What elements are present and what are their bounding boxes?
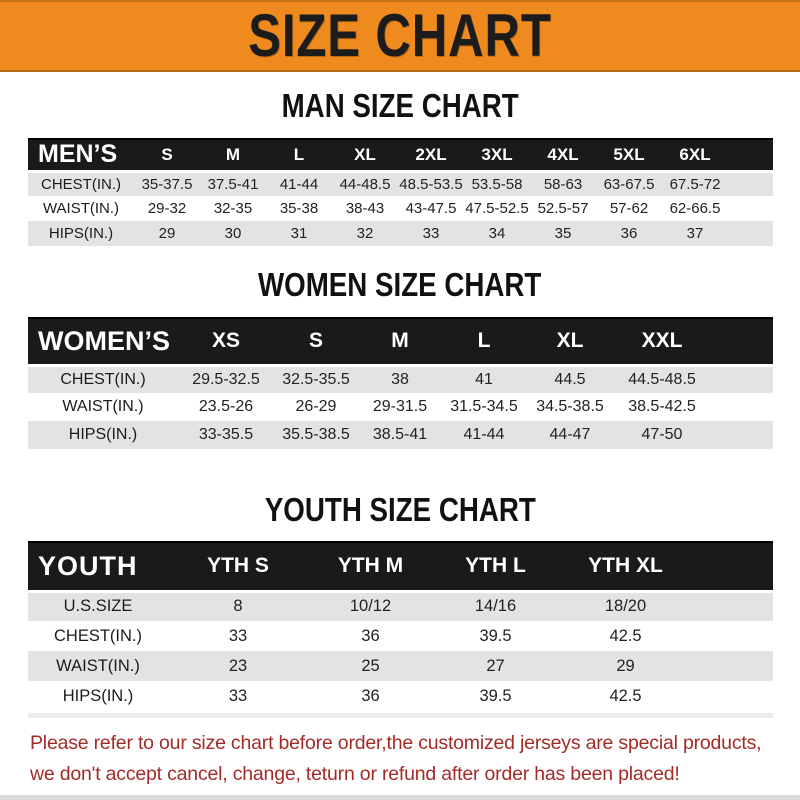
bottom-strip — [0, 795, 800, 800]
page-title: SIZE CHART — [248, 2, 552, 69]
size-header-cell: XL — [526, 318, 614, 365]
value-cell: 42.5 — [609, 626, 642, 645]
filler-cell — [710, 365, 773, 393]
table-row — [28, 171, 773, 196]
measure-label-cell: HIPS(IN.) — [62, 686, 134, 705]
value-cell: 29-31.5 — [372, 398, 428, 415]
value-cell: 41-44 — [266, 171, 332, 196]
value-cell: 31 — [266, 221, 332, 246]
size-header-cell: 4XL — [530, 139, 596, 171]
table-row — [28, 591, 773, 621]
value-cell: 32.5-35.5 — [274, 365, 358, 393]
value-cell: 35 — [530, 221, 596, 246]
youth-section-heading — [0, 493, 800, 527]
value-cell: 43-47.5 — [405, 200, 457, 217]
filler-cell — [710, 318, 773, 365]
value-cell: 36 — [361, 686, 380, 705]
value-cell: 39.5 — [479, 686, 512, 705]
value-cell: 33-35.5 — [178, 421, 274, 449]
size-header-cell: YTH S — [168, 542, 308, 591]
size-header-cell: S — [134, 139, 200, 171]
size-header-cell: M — [200, 139, 266, 171]
value-cell: 32 — [332, 221, 398, 246]
measure-label-cell: U.S.SIZE — [28, 591, 168, 621]
value-cell: 38.5-41 — [358, 421, 442, 449]
measure-label-cell: HIPS(IN.) — [28, 221, 134, 246]
table-title-cell: WOMEN’S — [28, 318, 178, 365]
value-cell: 35-37.5 — [134, 171, 200, 196]
table-row — [28, 365, 773, 393]
value-cell: 29 — [558, 651, 693, 681]
filler-cell — [728, 196, 773, 221]
table-title-cell: MEN’S — [28, 139, 134, 171]
size-header-cell: XS — [178, 318, 274, 365]
value-cell: 26-29 — [295, 398, 337, 415]
value-cell: 62-66.5 — [669, 200, 721, 217]
table-row — [28, 393, 773, 421]
filler-cell — [728, 221, 773, 246]
size-header-cell: XL — [332, 139, 398, 171]
size-header-cell: 3XL — [464, 139, 530, 171]
size-header-cell: YTH L — [433, 542, 558, 591]
value-cell: 37.5-41 — [200, 171, 266, 196]
value-cell: 67.5-72 — [662, 171, 728, 196]
size-header-cell: S — [274, 318, 358, 365]
header-row — [28, 318, 773, 365]
table-title-cell: YOUTH — [28, 542, 168, 591]
value-cell: 34.5-38.5 — [536, 398, 604, 415]
value-cell: 14/16 — [433, 591, 558, 621]
measure-label-cell: WAIST(IN.) — [28, 651, 168, 681]
value-cell: 29 — [134, 221, 200, 246]
value-cell: 35.5-38.5 — [274, 421, 358, 449]
footer-note-line1: Please refer to our size chart before order,the customized jerseys are special products, — [30, 732, 762, 754]
value-cell: 36 — [596, 221, 662, 246]
table-row — [28, 681, 773, 711]
filler-cell — [693, 651, 773, 681]
value-cell: 52.5-57 — [537, 200, 589, 217]
filler-cell — [728, 171, 773, 196]
size-header-cell: M — [358, 318, 442, 365]
filler-cell — [693, 542, 773, 591]
measure-label-cell: WAIST(IN.) — [62, 398, 144, 415]
value-cell: 63-67.5 — [596, 171, 662, 196]
filler-cell — [728, 139, 773, 171]
value-cell: 34 — [464, 221, 530, 246]
measure-label-cell: WAIST(IN.) — [42, 200, 120, 217]
value-cell: 35-38 — [279, 200, 319, 217]
measure-label-cell: HIPS(IN.) — [28, 421, 178, 449]
value-cell: 23 — [168, 651, 308, 681]
value-cell: 8 — [168, 591, 308, 621]
table-row — [28, 621, 773, 651]
size-header-cell: YTH M — [308, 542, 433, 591]
value-cell: 32-35 — [213, 200, 253, 217]
value-cell: 42.5 — [609, 686, 642, 705]
filler-cell — [693, 591, 773, 621]
filler-cell — [710, 393, 773, 421]
youth-section-heading-text: YOUTH SIZE CHART — [264, 491, 536, 528]
value-cell: 33 — [228, 686, 248, 705]
header-row — [28, 139, 773, 171]
value-cell: 23.5-26 — [198, 398, 254, 415]
men-section-heading-text: MAN SIZE CHART — [281, 87, 519, 124]
value-cell: 33 — [228, 626, 248, 645]
value-cell: 31.5-34.5 — [450, 398, 518, 415]
youth-table-bottom-edge — [28, 713, 773, 718]
table-row — [28, 196, 773, 221]
size-header-cell: 5XL — [596, 139, 662, 171]
youth-size-table — [28, 541, 773, 711]
value-cell: 47.5-52.5 — [465, 200, 529, 217]
value-cell: 41-44 — [442, 421, 526, 449]
banner — [0, 0, 800, 72]
header-row — [28, 542, 773, 591]
measure-label-cell: CHEST(IN.) — [54, 626, 142, 645]
value-cell: 18/20 — [558, 591, 693, 621]
value-cell: 38-43 — [345, 200, 385, 217]
table-row — [28, 421, 773, 449]
size-header-cell: L — [442, 318, 526, 365]
value-cell: 44.5 — [526, 365, 614, 393]
value-cell: 27 — [433, 651, 558, 681]
value-cell: 44.5-48.5 — [614, 365, 710, 393]
filler-cell — [710, 421, 773, 449]
value-cell: 37 — [662, 221, 728, 246]
value-cell: 44-48.5 — [332, 171, 398, 196]
size-header-cell: 6XL — [662, 139, 728, 171]
women-section-heading — [0, 268, 800, 302]
men-section-heading — [0, 89, 800, 123]
value-cell: 44-47 — [526, 421, 614, 449]
filler-cell — [693, 681, 773, 711]
size-header-cell: 2XL — [398, 139, 464, 171]
value-cell: 53.5-58 — [464, 171, 530, 196]
table-row — [28, 651, 773, 681]
size-header-cell: XXL — [614, 318, 710, 365]
value-cell: 29.5-32.5 — [178, 365, 274, 393]
size-header-cell: L — [266, 139, 332, 171]
measure-label-cell: CHEST(IN.) — [28, 171, 134, 196]
value-cell: 41 — [442, 365, 526, 393]
value-cell: 30 — [200, 221, 266, 246]
value-cell: 29-32 — [147, 200, 187, 217]
value-cell: 58-63 — [530, 171, 596, 196]
value-cell: 48.5-53.5 — [398, 171, 464, 196]
size-header-cell: YTH XL — [558, 542, 693, 591]
value-cell: 33 — [398, 221, 464, 246]
table-row — [28, 221, 773, 246]
value-cell: 36 — [361, 626, 380, 645]
value-cell: 38.5-42.5 — [628, 398, 696, 415]
value-cell: 25 — [308, 651, 433, 681]
value-cell: 39.5 — [479, 626, 512, 645]
value-cell: 47-50 — [614, 421, 710, 449]
footer-note-line2: we don't accept cancel, change, teturn or refund after order has been placed! — [30, 763, 680, 785]
value-cell: 57-62 — [609, 200, 649, 217]
footer-note — [30, 728, 782, 790]
women-size-table — [28, 317, 773, 449]
value-cell: 38 — [358, 365, 442, 393]
measure-label-cell: CHEST(IN.) — [28, 365, 178, 393]
men-size-table — [28, 138, 773, 246]
filler-cell — [693, 621, 773, 651]
women-section-heading-text: WOMEN SIZE CHART — [258, 266, 542, 303]
value-cell: 10/12 — [308, 591, 433, 621]
